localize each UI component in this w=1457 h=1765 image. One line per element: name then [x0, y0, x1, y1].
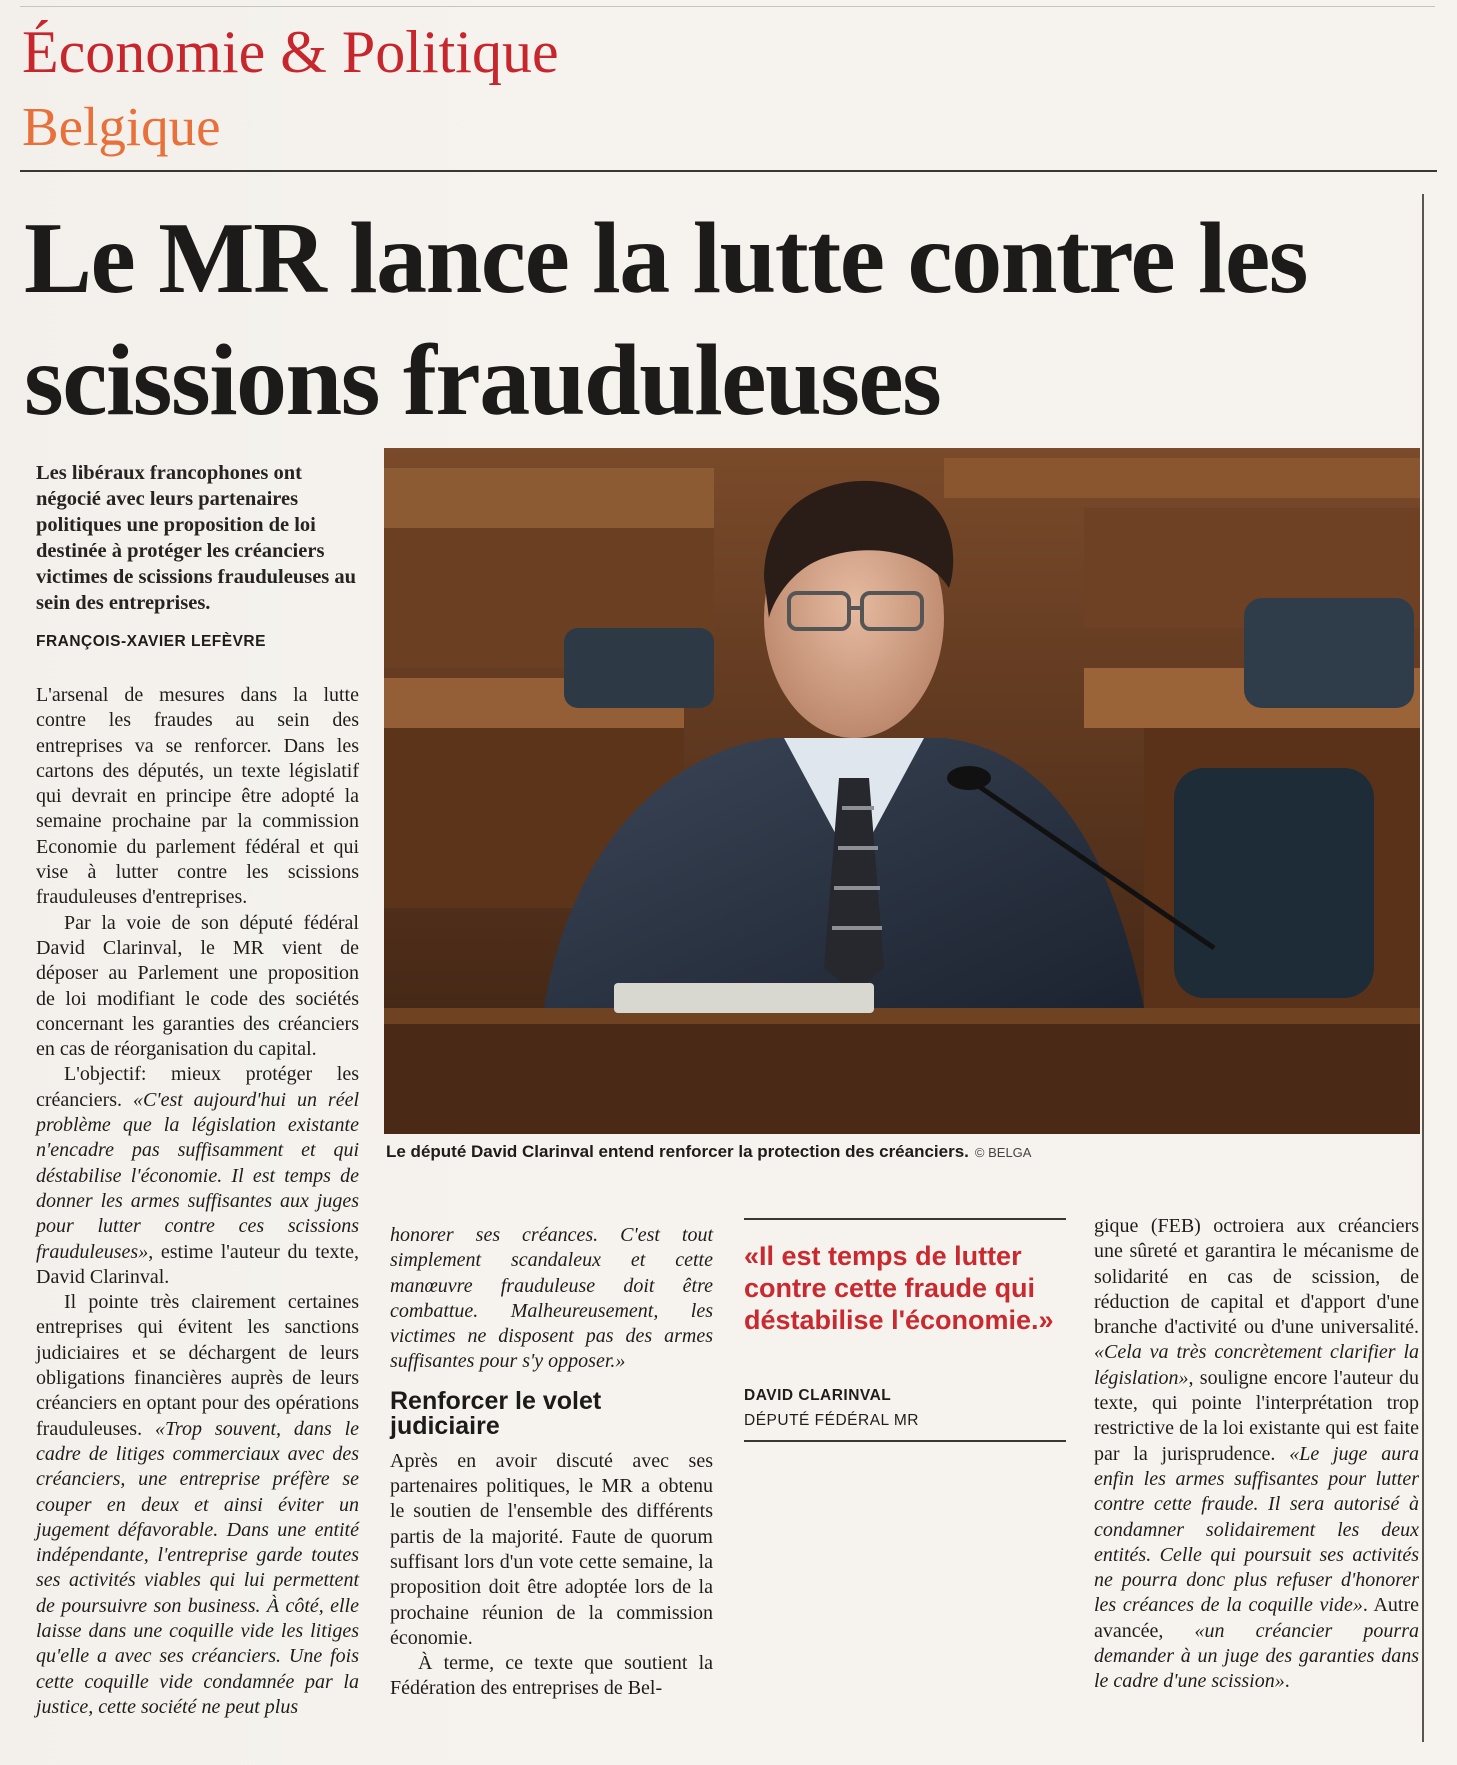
pullquote-rule-bottom	[744, 1440, 1066, 1442]
paragraph	[36, 1290, 359, 1720]
photo-caption	[386, 1142, 1031, 1162]
paragraph: Après en avoir discuté avec ses partenaires politiques, le MR a obtenu le soutien de l'ensemble des différents partis de la majorité. Faute de quorum suffisant lors d'un vote cette semaine, la proposition doit être adoptée lors de la prochaine réunion de la commission économie.	[390, 1449, 713, 1649]
pullquote: «Il est temps de lutter contre cette fraude qui déstabilise l'économie.»	[744, 1241, 1054, 1335]
text-run: . Autre avancée,	[1094, 1594, 1419, 1642]
top-border-rule	[20, 6, 1435, 7]
photo-credit: © BELGA	[974, 1145, 1032, 1160]
quote-run: «Le juge aura enfin les armes suffisantes pour lutter contre cette fraude. Il sera autorisé à condamner solidairement les deux entités. Celle qui poursuit ses activités ne pourra donc plus refuser d'honorer les créances de la coquille vide»	[1094, 1442, 1420, 1617]
paragraph: L'arsenal de mesures dans la lutte contre les fraudes au sein des entreprises va se renforcer. Dans les cartons des députés, un texte législatif qui devrait en principe être adopté la semaine prochaine par la commission Economie du parlement fédéral et qui vise à lutter contre les scissions frauduleuses d'entreprises.	[36, 684, 359, 909]
text-run: Il pointe très clairement certaines entreprises qui évitent les sanctions judiciaires et se déchargent de leurs obligations financières auprès de leurs créanciers en optant pour des opérations frauduleuses.	[36, 1291, 359, 1440]
text-run: gique (FEB) octroiera aux créanciers une sûreté et garantira le mécanisme de solidarité en cas de scission, de réduction de capital et d'apport d'une branche d'activité ou d'une universalité.	[1094, 1215, 1419, 1339]
subsection-title: Belgique	[22, 96, 221, 157]
pullquote-author: DAVID CLARINVAL	[744, 1387, 892, 1404]
text-run: L'objectif: mieux protéger les créanciers.	[36, 1063, 359, 1111]
paragraph	[390, 1223, 713, 1375]
text-run: , estime l'auteur du texte, David Clarinval.	[36, 1240, 359, 1288]
photo-illustration	[384, 448, 1420, 1134]
quote-run: «Trop souvent, dans le cadre de litiges commerciaux avec des créanciers, une entreprise préfère se couper en deux et ainsi éviter un jugement défavorable. Dans une entité indépendante, l'entreprise garde toutes ses activités viables qui lui permettent de poursuivre son business. À côté, elle laisse dans une coquille vide les litiges qu'elle a avec ses créanciers. Une fois cette coquille vide condamnée par la justice, cette société ne peut plus	[36, 1417, 359, 1718]
right-column-rule	[1422, 194, 1424, 1742]
paragraph: Par la voie de son député fédéral David Clarinval, le MR vient de déposer au Parlement une proposition de loi modifiant le code des sociétés concernant les garanties des créanciers en cas de réorganisation du capital.	[36, 911, 359, 1061]
article-column-2	[390, 1223, 713, 1702]
caption-text: Le député David Clarinval entend renforcer la protection des créanciers.	[386, 1142, 969, 1161]
quote-run: «Cela va très concrètement clarifier la législation»	[1094, 1341, 1419, 1389]
text-run: , souligne encore l'auteur du texte, qui pointe l'interprétation trop restrictive de la loi existante qui est faite par la jurisprudence.	[1094, 1366, 1419, 1465]
text-run: .	[1284, 1670, 1290, 1693]
pullquote-role: DÉPUTÉ FÉDÉRAL MR	[744, 1412, 920, 1429]
headline: Le MR lance la lutte contre les scissions frauduleuses	[24, 202, 1307, 437]
article-column-4	[1094, 1214, 1419, 1695]
quote-run: honorer ses créances. C'est tout simplement scandaleux et cette manœuvre frauduleuse doit être combattue. Malheureusement, les victimes ne disposent pas des armes suffisantes pour s'y opposer.»	[390, 1224, 713, 1373]
paragraph	[1094, 1214, 1419, 1695]
paragraph: À terme, ce texte que soutient la Fédération des entreprises de Bel-	[390, 1652, 713, 1700]
deck-summary: Les libéraux francophones ont négocié avec leurs partenaires politiques une proposition de loi destinée à protéger les créanciers victimes de scissions frauduleuses au sein des entreprises.	[36, 462, 357, 614]
byline: FRANÇOIS-XAVIER LEFÈVRE	[36, 633, 266, 650]
subhead: Renforcer le volet judiciaire	[390, 1386, 602, 1440]
header-rule	[20, 170, 1437, 172]
section-title: Économie & Politique	[22, 19, 559, 85]
photo-deputy	[384, 448, 1420, 1134]
quote-run: «C'est aujourd'hui un réel problème que la législation existante n'encadre pas suffisamment et qui déstabilise l'économie. Il est temps de donner les armes suffisantes aux juges pour lutter contre ces scissions frauduleuses»	[36, 1088, 360, 1263]
quote-run: «un créancier pourra demander à un juge des garanties dans le cadre d'une scission»	[1094, 1619, 1419, 1693]
paragraph	[36, 1062, 359, 1290]
pullquote-rule-top	[744, 1218, 1066, 1220]
article-column-1	[36, 683, 359, 1720]
